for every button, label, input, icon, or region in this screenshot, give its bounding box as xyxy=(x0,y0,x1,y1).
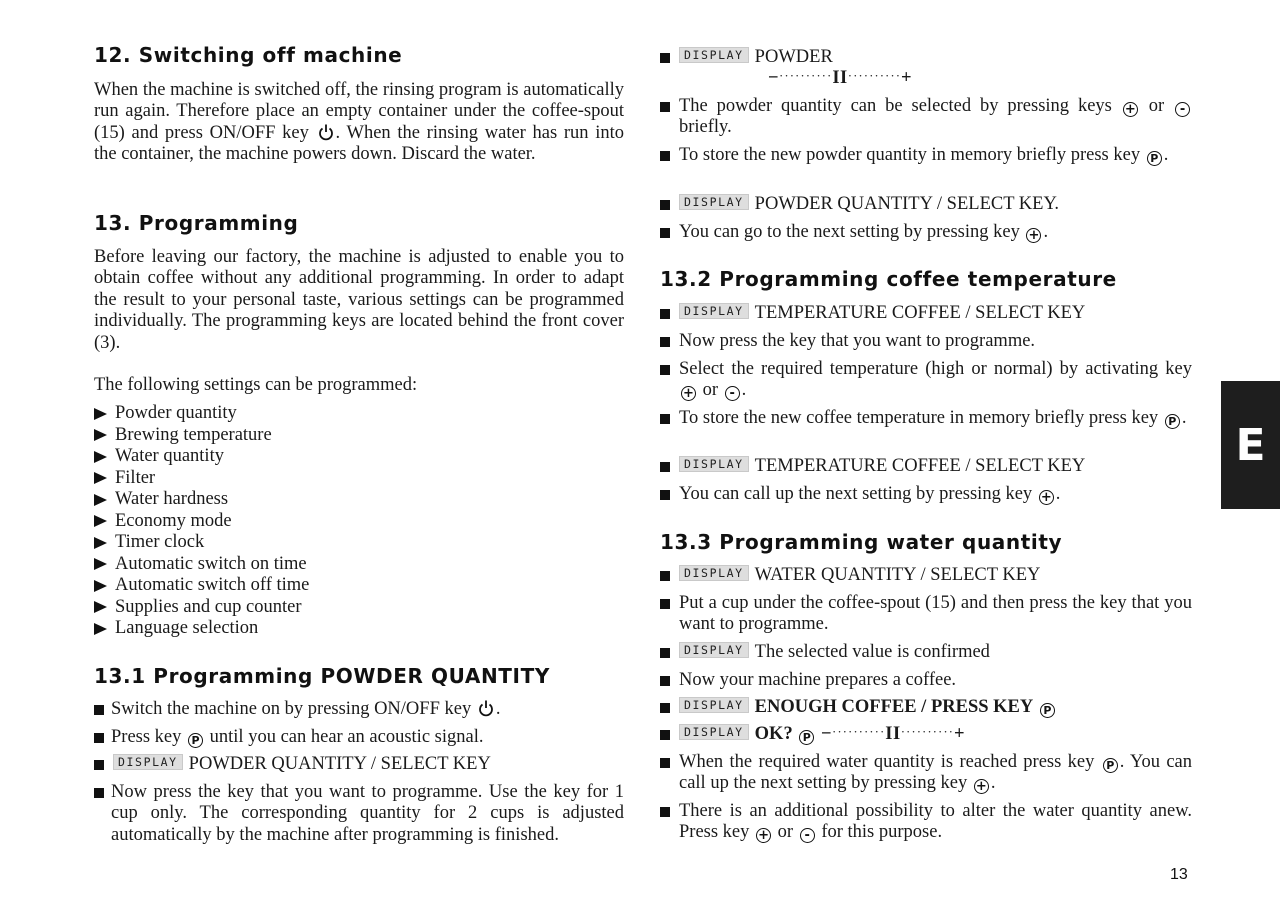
p-key-icon: P xyxy=(188,733,203,748)
square-bullet-icon xyxy=(660,490,670,500)
list-item: Automatic switch off time xyxy=(94,575,309,597)
plus-key-icon: + xyxy=(756,828,771,843)
square-bullet-icon xyxy=(660,414,670,424)
square-bullet-icon xyxy=(660,53,670,63)
square-bullet-icon xyxy=(660,200,670,210)
display-icon: DISPLAY xyxy=(679,194,749,210)
display-powder: DISPLAY POWDER xyxy=(660,47,833,68)
square-bullet-icon xyxy=(660,309,670,319)
p-key-icon: P xyxy=(799,730,814,745)
step-select-temperature: Select the required temperature (high or normal) by activating key + or - . xyxy=(660,359,1192,402)
list-item: Brewing temperature xyxy=(94,425,309,447)
paragraph-programming-intro: Before leaving our factory, the machine is adjusted to enable you to obtain coffee without any additional programming. In order to adapt the result to your personal taste, various settings can be programmed individually. The programming keys are located behind the front cover (3). xyxy=(94,247,624,353)
square-bullet-icon xyxy=(94,705,104,715)
step-next-setting-temp: You can call up the next setting by pressing key + . xyxy=(660,484,1192,505)
list-item: Timer clock xyxy=(94,532,309,554)
display-icon: DISPLAY xyxy=(679,642,749,658)
plus-key-icon: + xyxy=(1039,490,1054,505)
arrow-bullet-icon xyxy=(94,537,107,549)
plus-key-icon: + xyxy=(681,386,696,401)
arrow-bullet-icon xyxy=(94,580,107,592)
step-press-key-temp: Now press the key that you want to programme. xyxy=(660,331,1192,352)
p-key-icon: P xyxy=(1040,703,1055,718)
switch-off-text-2: . When the rinsing water has run into the container, the machine powers down. Discard the water. xyxy=(94,122,625,165)
square-bullet-icon xyxy=(660,599,670,609)
square-bullet-icon xyxy=(660,462,670,472)
display-temperature-select-2: DISPLAY TEMPERATURE COFFEE / SELECT KEY xyxy=(660,456,1085,477)
square-bullet-icon xyxy=(660,102,670,112)
arrow-bullet-icon xyxy=(94,408,107,420)
square-bullet-icon xyxy=(660,758,670,768)
list-item: Economy mode xyxy=(94,511,309,533)
display-icon: DISPLAY xyxy=(679,47,749,63)
display-value-confirmed: DISPLAY The selected value is confirmed xyxy=(660,642,990,663)
arrow-bullet-icon xyxy=(94,515,107,527)
square-bullet-icon xyxy=(660,648,670,658)
display-icon: DISPLAY xyxy=(679,724,749,740)
display-powder-select-2: DISPLAY POWDER QUANTITY / SELECT KEY. xyxy=(660,194,1059,215)
display-icon: DISPLAY xyxy=(679,456,749,472)
heading-programming: 13. Programming xyxy=(94,211,299,235)
step-press-p: Press key P until you can hear an acoustic signal. xyxy=(94,727,624,748)
arrow-bullet-icon xyxy=(94,472,107,484)
power-icon xyxy=(478,699,494,717)
plus-key-icon: + xyxy=(1123,102,1138,117)
square-bullet-icon xyxy=(660,676,670,686)
minus-key-icon: - xyxy=(800,828,815,843)
list-item: Water hardness xyxy=(94,489,309,511)
list-item: Automatic switch on time xyxy=(94,554,309,576)
square-bullet-icon xyxy=(660,365,670,375)
step-switch-on: Switch the machine on by pressing ON/OFF key . xyxy=(94,699,624,720)
arrow-bullet-icon xyxy=(94,601,107,613)
heading-switching-off: 12. Switching off machine xyxy=(94,43,403,67)
square-bullet-icon xyxy=(660,807,670,817)
display-enough-coffee: DISPLAY ENOUGH COFFEE / PRESS KEY P xyxy=(660,697,1057,718)
display-icon: DISPLAY xyxy=(113,754,183,770)
list-item: Language selection xyxy=(94,618,309,640)
display-temperature-select: DISPLAY TEMPERATURE COFFEE / SELECT KEY xyxy=(660,303,1085,324)
step-store-temperature: To store the new coffee temperature in memory briefly press key P . xyxy=(660,408,1192,429)
powder-scale: −··········II··········+ xyxy=(768,68,913,88)
p-key-icon: P xyxy=(1165,414,1180,429)
display-icon: DISPLAY xyxy=(679,303,749,319)
step-select-powder: The powder quantity can be selected by pressing keys + or - briefly. xyxy=(660,96,1192,139)
water-scale: −··········II··········+ xyxy=(820,724,966,744)
step-store-powder: To store the new powder quantity in memory briefly press key P . xyxy=(660,145,1192,166)
step-alter-water: There is an additional possibility to alter the water quantity anew. Press key + or - for this purpose. xyxy=(660,801,1192,844)
display-powder-select: DISPLAY POWDER QUANTITY / SELECT KEY xyxy=(94,754,491,775)
square-bullet-icon xyxy=(660,151,670,161)
step-prepares-coffee: Now your machine prepares a coffee. xyxy=(660,670,1192,691)
square-bullet-icon xyxy=(660,571,670,581)
square-bullet-icon xyxy=(94,788,104,798)
display-icon: DISPLAY xyxy=(679,565,749,581)
step-press-key-programme: Now press the key that you want to programme. Use the key for 1 cup only. The corresponding quantity for 2 cups is adjusted automatically by the machine after programming is finished. xyxy=(94,782,624,846)
arrow-bullet-icon xyxy=(94,429,107,441)
step-water-reached: When the required water quantity is reached press key P . You can call up the next setting by pressing key + . xyxy=(660,752,1192,795)
heading-coffee-temperature: 13.2 Programming coffee temperature xyxy=(660,267,1117,291)
square-bullet-icon xyxy=(660,703,670,713)
display-water-select: DISPLAY WATER QUANTITY / SELECT KEY xyxy=(660,565,1040,586)
switch-off-text-1: When the machine is switched off, the rinsing program is automatically run again. Therefore place an empty container under the coffee-spout (15) and press ON/OFF key xyxy=(94,80,624,143)
arrow-bullet-icon xyxy=(94,558,107,570)
square-bullet-icon xyxy=(660,228,670,238)
display-ok: DISPLAY OK? P −··········II··········+ xyxy=(660,724,965,745)
list-item: Water quantity xyxy=(94,446,309,468)
list-item: Powder quantity xyxy=(94,403,309,425)
square-bullet-icon xyxy=(94,733,104,743)
arrow-bullet-icon xyxy=(94,623,107,635)
p-key-icon: P xyxy=(1147,151,1162,166)
paragraph-switching-off xyxy=(94,80,624,166)
language-tab: E xyxy=(1221,381,1280,509)
settings-list-intro: The following settings can be programmed: xyxy=(94,375,418,395)
settings-list xyxy=(94,403,309,640)
square-bullet-icon xyxy=(660,730,670,740)
arrow-bullet-icon xyxy=(94,451,107,463)
power-icon xyxy=(318,123,334,141)
heading-water-quantity: 13.3 Programming water quantity xyxy=(660,530,1063,554)
display-icon: DISPLAY xyxy=(679,697,749,713)
p-key-icon: P xyxy=(1103,758,1118,773)
heading-powder-quantity: 13.1 Programming POWDER QUANTITY xyxy=(94,664,550,688)
step-put-cup: Put a cup under the coffee-spout (15) and then press the key that you want to programme. xyxy=(660,593,1192,636)
square-bullet-icon xyxy=(94,760,104,770)
minus-key-icon: - xyxy=(1175,102,1190,117)
square-bullet-icon xyxy=(660,337,670,347)
list-item: Supplies and cup counter xyxy=(94,597,309,619)
plus-key-icon: + xyxy=(1026,228,1041,243)
step-next-setting-powder: You can go to the next setting by pressing key + . xyxy=(660,222,1192,243)
minus-key-icon: - xyxy=(725,386,740,401)
list-item: Filter xyxy=(94,468,309,490)
page-number: 13 xyxy=(1170,866,1188,883)
plus-key-icon: + xyxy=(974,779,989,794)
arrow-bullet-icon xyxy=(94,494,107,506)
